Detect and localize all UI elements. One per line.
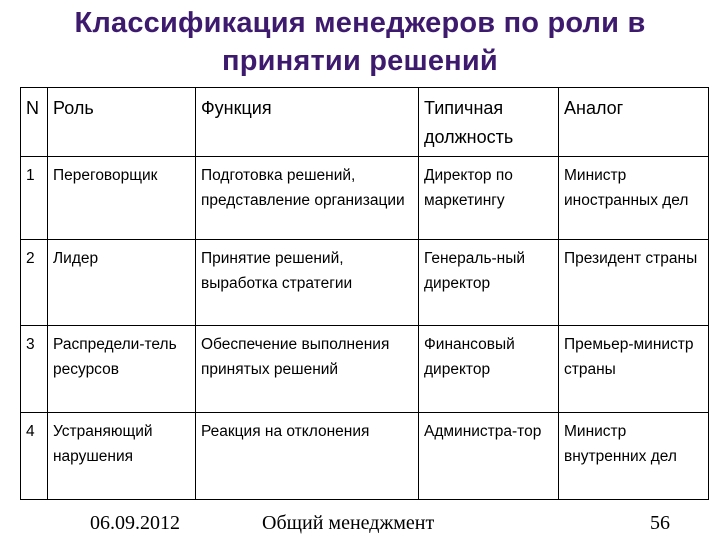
cell-role: Распредели-тель ресурсов <box>48 326 196 413</box>
footer-course-name: Общий менеджмент <box>262 512 435 534</box>
footer-page-number: 56 <box>650 512 670 534</box>
cell-analog: Премьер-министр страны <box>559 326 709 413</box>
slide-title: Классификация менеджеров по роли в принятии решений <box>74 7 646 77</box>
table-row <box>21 240 709 326</box>
cell-analog: Президент страны <box>559 240 709 326</box>
cell-position: Администра-тор <box>419 413 559 500</box>
cell-n: 3 <box>21 326 48 413</box>
cell-function: Принятие решений, выработка стратегии <box>196 240 419 326</box>
table-header-row <box>21 88 709 157</box>
header-role: Роль <box>48 88 196 157</box>
roles-table <box>20 87 709 500</box>
table-row <box>21 413 709 500</box>
table-row <box>21 326 709 413</box>
cell-analog: Министр иностранных дел <box>559 157 709 240</box>
cell-n: 1 <box>21 157 48 240</box>
cell-position: Финансовый директор <box>419 326 559 413</box>
cell-n: 4 <box>21 413 48 500</box>
header-n: N <box>21 88 48 157</box>
cell-role: Лидер <box>48 240 196 326</box>
cell-analog: Министр внутренних дел <box>559 413 709 500</box>
header-function: Функция <box>196 88 419 157</box>
cell-position: Директор по маркетингу <box>419 157 559 240</box>
cell-role: Переговорщик <box>48 157 196 240</box>
cell-position: Генераль-ный директор <box>419 240 559 326</box>
cell-function: Подготовка решений, представление организации <box>196 157 419 240</box>
header-analog: Аналог <box>559 88 709 157</box>
cell-n: 2 <box>21 240 48 326</box>
cell-function: Реакция на отклонения <box>196 413 419 500</box>
table-row <box>21 157 709 240</box>
cell-role: Устраняющий нарушения <box>48 413 196 500</box>
footer-date: 06.09.2012 <box>90 512 180 534</box>
header-position: Типичная должность <box>419 88 559 157</box>
cell-function: Обеспечение выполнения принятых решений <box>196 326 419 413</box>
